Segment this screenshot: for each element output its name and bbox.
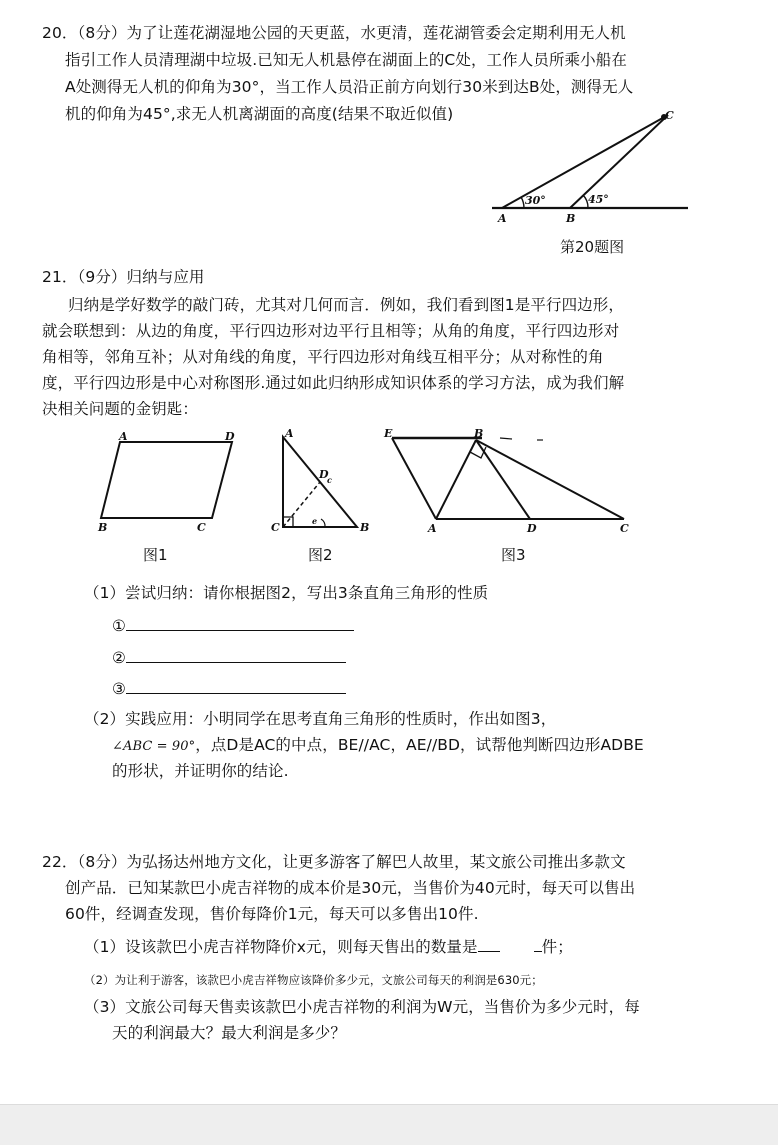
fig1-label-b: B	[98, 521, 108, 534]
blank-1-line	[126, 614, 354, 631]
q22-line-2: 创产品．已知某款巴小虎吉祥物的成本价是30元，当售价为40元时，每天可以售出	[65, 879, 636, 897]
q21-part-2-line-3: 的形状，并证明你的结论.	[112, 762, 289, 780]
fig1-label-c: C	[197, 521, 206, 534]
fig20-label-a: A	[498, 212, 507, 225]
q22-line-1: 22．（8分）为弘扬达州地方文化，让更多游客了解巴人故里，某文旅公司推出多款文	[42, 853, 626, 871]
q20-line-3: A处测得无人机的仰角为30°，当工作人员沿正前方向划行30米到达B处，测得无人	[65, 78, 634, 96]
q22-part-1-text: （1）设该款巴小虎吉祥物降价x元，则每天售出的数量是	[84, 938, 478, 956]
fig1-caption: 图1	[143, 546, 168, 564]
fig2-caption: 图2	[308, 546, 333, 564]
q22-line-3: 60件，经调查发现，售价每降价1元，每天可以多售出10件.	[65, 905, 479, 923]
fig2-label-a: A	[285, 427, 294, 440]
q20-line-1: 20．（8分）为了让莲花湖湿地公园的天更蓝，水更清，莲花湖管委会定期利用无人机	[42, 24, 626, 42]
fig20-angle-45: 45°	[588, 193, 609, 206]
fig20-angle-30: 30°	[525, 194, 546, 207]
q21-para-2: 就会联想到：从边的角度，平行四边形对边平行且相等；从角的角度，平行四边形对	[42, 322, 620, 340]
fig3-label-e: E	[384, 427, 393, 440]
fig20-label-c: C	[665, 109, 674, 122]
blank-3-line	[126, 677, 346, 694]
fig2-label-small-c: c	[327, 475, 332, 485]
viewer-bottom-bar	[0, 1104, 778, 1145]
blank-3-marker: ③	[112, 680, 126, 698]
q22-part-3-line-2: 天的利润最大？最大利润是多少？	[112, 1024, 347, 1042]
fig3-label-b: B	[474, 427, 484, 440]
fig2-label-c: C	[271, 521, 280, 534]
q20-line-2: 指引工作人员清理湖中垃圾.已知无人机悬停在湖面上的C处，工作人员所乘小船在	[65, 51, 627, 69]
q20-line-4: 机的仰角为45°,求无人机离湖面的高度(结果不取近似值)	[65, 105, 454, 123]
figure-3	[0, 0, 778, 560]
q22-part-1	[84, 935, 573, 958]
q21-para-3: 角相等，邻角互补；从对角线的角度，平行四边形对角线互相平分；从对称性的角	[42, 348, 604, 366]
answer-blank-2[interactable]	[112, 646, 346, 669]
fig1-label-d: D	[225, 430, 235, 443]
fig3-caption: 图3	[501, 546, 526, 564]
fig1-label-a: A	[119, 430, 128, 443]
q22-part-1-blank-b[interactable]	[534, 935, 542, 952]
blank-2-line	[126, 646, 346, 663]
answer-blank-1[interactable]	[112, 614, 354, 637]
fig20-caption: 第20题图	[560, 238, 625, 256]
fig2-label-d: D	[319, 468, 329, 481]
answer-blank-3[interactable]	[112, 677, 346, 700]
q21-part-2-line-2	[112, 734, 644, 758]
q21-header: 21．（9分）归纳与应用	[42, 268, 205, 286]
q22-part-1-blank-a[interactable]	[478, 935, 500, 952]
q21-part-2-line-1: （2）实践应用：小明同学在思考直角三角形的性质时，作出如图3，	[84, 710, 557, 728]
q22-part-2: （2）为让利于游客，该款巴小虎吉祥物应该降价多少元，文旅公司每天的利润是630元；	[84, 973, 543, 987]
fig20-label-b: B	[566, 212, 576, 225]
q21-para-1: 归纳是学好数学的敲门砖，尤其对几何而言．例如，我们看到图1是平行四边形，	[68, 296, 624, 314]
q21-para-4: 度，平行四边形是中心对称图形.通过如此归纳形成知识体系的学习方法，成为我们解	[42, 374, 625, 392]
q22-part-3-line-1: （3）文旅公司每天售卖该款巴小虎吉祥物的利润为W元，当售价为多少元时，每	[84, 998, 640, 1016]
fig3-label-a: A	[428, 522, 437, 535]
q21-part-2-line-2-rest: ，点D是AC的中点，BE//AC，AE//BD，试帮他判断四边形ADBE	[195, 736, 644, 754]
fig3-label-c: C	[620, 522, 629, 535]
fig2-label-b: B	[360, 521, 370, 534]
q22-part-1-suffix: 件；	[541, 938, 573, 956]
q21-part-1: （1）尝试归纳：请你根据图2，写出3条直角三角形的性质	[84, 584, 489, 602]
blank-1-marker: ①	[112, 617, 126, 635]
angle-abc-math: ∠ABC = 90°	[112, 739, 196, 754]
fig3-label-d: D	[527, 522, 537, 535]
q21-para-5: 决相关问题的金钥匙：	[42, 400, 199, 418]
fig2-label-small-e: e	[312, 516, 318, 526]
blank-2-marker: ②	[112, 649, 126, 667]
